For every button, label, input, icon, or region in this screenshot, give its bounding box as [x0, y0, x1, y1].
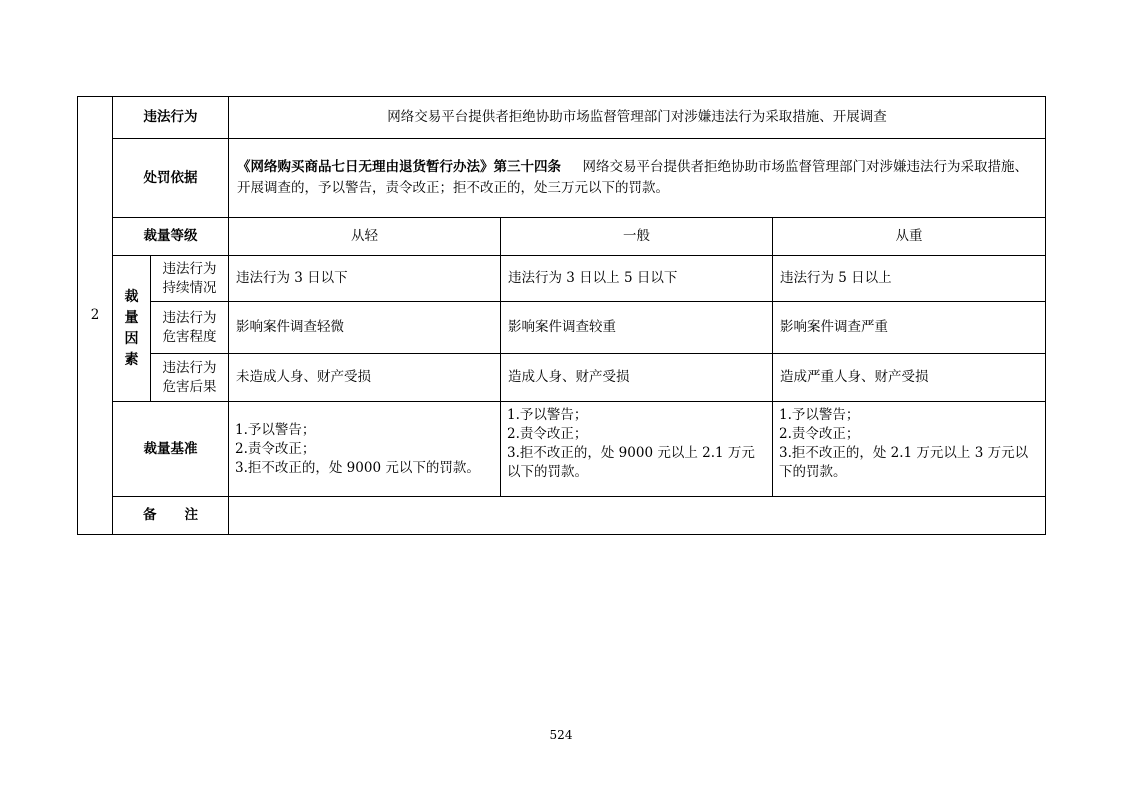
page-number: 524: [549, 728, 573, 742]
penalty-basis-cell: [229, 139, 1046, 218]
factors-label-char: 因: [124, 330, 139, 347]
discretion-level-label: 裁量等级: [113, 218, 229, 256]
penalty-basis-text: 网络交易平台提供者拒绝协助市场监督管理部门对涉嫌违法行为采取措施、开展调查的，予以警告，责令改正；拒不改正的，处三万元以下的罚款。: [237, 159, 1028, 196]
penalty-basis-law-title: 《网络购买商品七日无理由退货暂行办法》第三十四条: [237, 159, 561, 175]
standard-line: 1.予以警告；: [507, 407, 588, 423]
factors-label-char: 裁: [124, 288, 139, 305]
factor-row-severity: [78, 302, 1046, 354]
factor-name-line: 违法行为: [162, 309, 217, 326]
standard-line: 2.责令改正；: [235, 440, 316, 457]
standard-general: [501, 402, 773, 497]
factor-value: 违法行为 3 日以上 5 日以下: [501, 256, 773, 302]
discretion-table: [77, 96, 1046, 535]
factors-label-char: 量: [124, 309, 139, 326]
standard-line: 3.拒不改正的，处 9000 元以下的罚款。: [235, 459, 480, 476]
factor-name-line: 危害程度: [162, 328, 217, 345]
factor-name-line: 违法行为: [162, 359, 217, 376]
discretion-level-row: [78, 218, 1046, 256]
standard-line: 2.责令改正；: [507, 426, 588, 442]
standard-line: 3.拒不改正的，处 2.1 万元以上 3 万元以下的罚款。: [779, 445, 1029, 480]
illegal-act-label: 违法行为: [113, 97, 229, 139]
factors-label: [113, 256, 151, 402]
factor-value: 违法行为 3 日以下: [229, 256, 501, 302]
penalty-basis-label: 处罚依据: [113, 139, 229, 218]
remarks-text: [229, 497, 1046, 535]
remarks-label-left: 备: [143, 507, 157, 523]
standard-light: [229, 402, 501, 497]
factor-value: 造成人身、财产受损: [501, 354, 773, 402]
level-light: 从轻: [229, 218, 501, 256]
factor-value: 造成严重人身、财产受损: [773, 354, 1046, 402]
illegal-act-text: 网络交易平台提供者拒绝协助市场监督管理部门对涉嫌违法行为采取措施、开展调查: [229, 97, 1046, 139]
factor-name-duration: [151, 256, 229, 302]
standard-line: 2.责令改正；: [779, 426, 860, 442]
illegal-act-row: [78, 97, 1046, 139]
remarks-row: [78, 497, 1046, 535]
factor-row-duration: [78, 256, 1046, 302]
level-heavy: 从重: [773, 218, 1046, 256]
penalty-basis-row: [78, 139, 1046, 218]
remarks-label: [113, 497, 229, 535]
factor-value: 影响案件调查轻微: [229, 302, 501, 354]
factor-value: 未造成人身、财产受损: [229, 354, 501, 402]
standard-line: 1.予以警告；: [779, 407, 860, 423]
factor-value: 影响案件调查严重: [773, 302, 1046, 354]
remarks-label-right: 注: [184, 507, 198, 523]
factor-name-severity: [151, 302, 229, 354]
discretion-standard-label: 裁量基准: [113, 402, 229, 497]
factor-name-line: 持续情况: [162, 279, 217, 296]
discretion-standard-row: [78, 402, 1046, 497]
factor-value: 违法行为 5 日以上: [773, 256, 1046, 302]
standard-line: 3.拒不改正的，处 9000 元以上 2.1 万元以下的罚款。: [507, 445, 755, 480]
factor-row-consequence: [78, 354, 1046, 402]
factor-name-line: 违法行为: [162, 260, 217, 277]
factor-name-line: 危害后果: [162, 378, 217, 395]
row-number: 2: [78, 97, 113, 535]
factor-name-consequence: [151, 354, 229, 402]
standard-line: 1.予以警告；: [235, 421, 316, 438]
factor-value: 影响案件调查较重: [501, 302, 773, 354]
level-general: 一般: [501, 218, 773, 256]
factors-label-char: 素: [124, 351, 139, 368]
standard-heavy: [773, 402, 1046, 497]
